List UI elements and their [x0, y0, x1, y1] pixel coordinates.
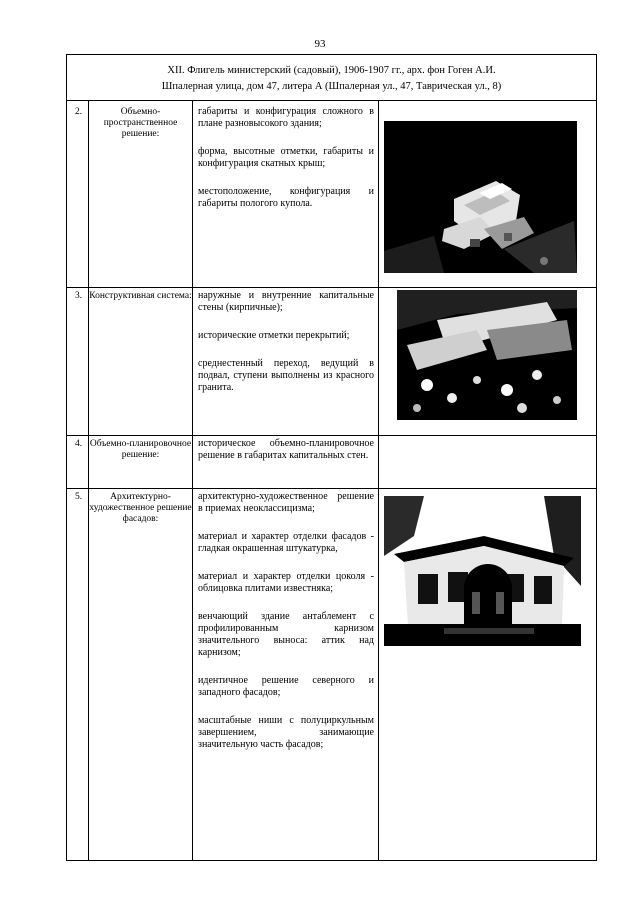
building-aerial-photo: [384, 121, 577, 273]
row-divider: [67, 435, 596, 436]
object-title: XII. Флигель министерский (садовый), 1906-1907 гг., арх. фон Гоген А.И.: [167, 65, 496, 76]
row-divider: [67, 488, 596, 489]
description-item: исторические отметки перекрытий;: [198, 330, 350, 341]
object-address: Шпалерная улица, дом 47, литера А (Шпалерная ул., 47, Таврическая ул., 8): [161, 81, 502, 92]
description-item: среднестенный переход, ведущий в подвал, ступени выполнены из красного гранита.: [198, 358, 374, 393]
description-item: форма, высотные отметки, габариты и конфигурация скатных крыш;: [198, 146, 374, 169]
column-divider: [378, 101, 379, 860]
row-divider: [67, 287, 596, 288]
row-title: Конструктивная система:: [89, 291, 192, 301]
description-item: архитектурно-художественное решение в приемах неоклассицизма;: [198, 491, 374, 514]
description-item: материал и характер отделки цоколя - облицовка плитами известняка;: [198, 571, 374, 594]
monument-table: [66, 54, 597, 861]
description-item: габариты и конфигурация сложного в плане разновысокого здания;: [198, 106, 374, 129]
row-description: [198, 290, 374, 410]
description-item: материал и характер отделки фасадов - гладкая окрашенная штукатурка,: [198, 531, 374, 554]
row-number: 4.: [75, 439, 83, 449]
column-divider: [192, 101, 193, 860]
description-item: наружные и внутренние капитальные стены (кирпичные);: [198, 290, 374, 313]
row-title: Архитектурно-художественное решение фасадов:: [89, 492, 192, 524]
description-item: венчающий здание антаблемент с профилированным карнизом значительного выноса: аттик над карнизом;: [198, 611, 374, 658]
description-item: идентичное решение северного и западного фасадов;: [198, 675, 374, 698]
row-number: 2.: [75, 107, 83, 117]
row-title: Объемно-планировочное решение:: [89, 439, 192, 460]
page-number: 93: [314, 38, 326, 50]
description-item: местоположение, конфигурация и габариты пологого купола.: [198, 186, 374, 209]
row-number: 5.: [75, 492, 83, 502]
row-number: 3.: [75, 291, 83, 301]
row-description: [198, 438, 374, 478]
row-description: [198, 106, 374, 226]
column-divider: [88, 101, 89, 860]
description-item: масштабные ниши с полуциркульным завершением, занимающие значительную часть фасадов;: [198, 715, 374, 750]
row-title: Объемно-пространственное решение:: [103, 107, 178, 139]
row-description: [198, 491, 374, 767]
staircase-photo: [397, 290, 577, 420]
description-item: историческое объемно-планировочное решение в габаритах капитальных стен.: [198, 438, 374, 461]
object-header: [67, 55, 596, 101]
facade-photo: [384, 496, 581, 646]
